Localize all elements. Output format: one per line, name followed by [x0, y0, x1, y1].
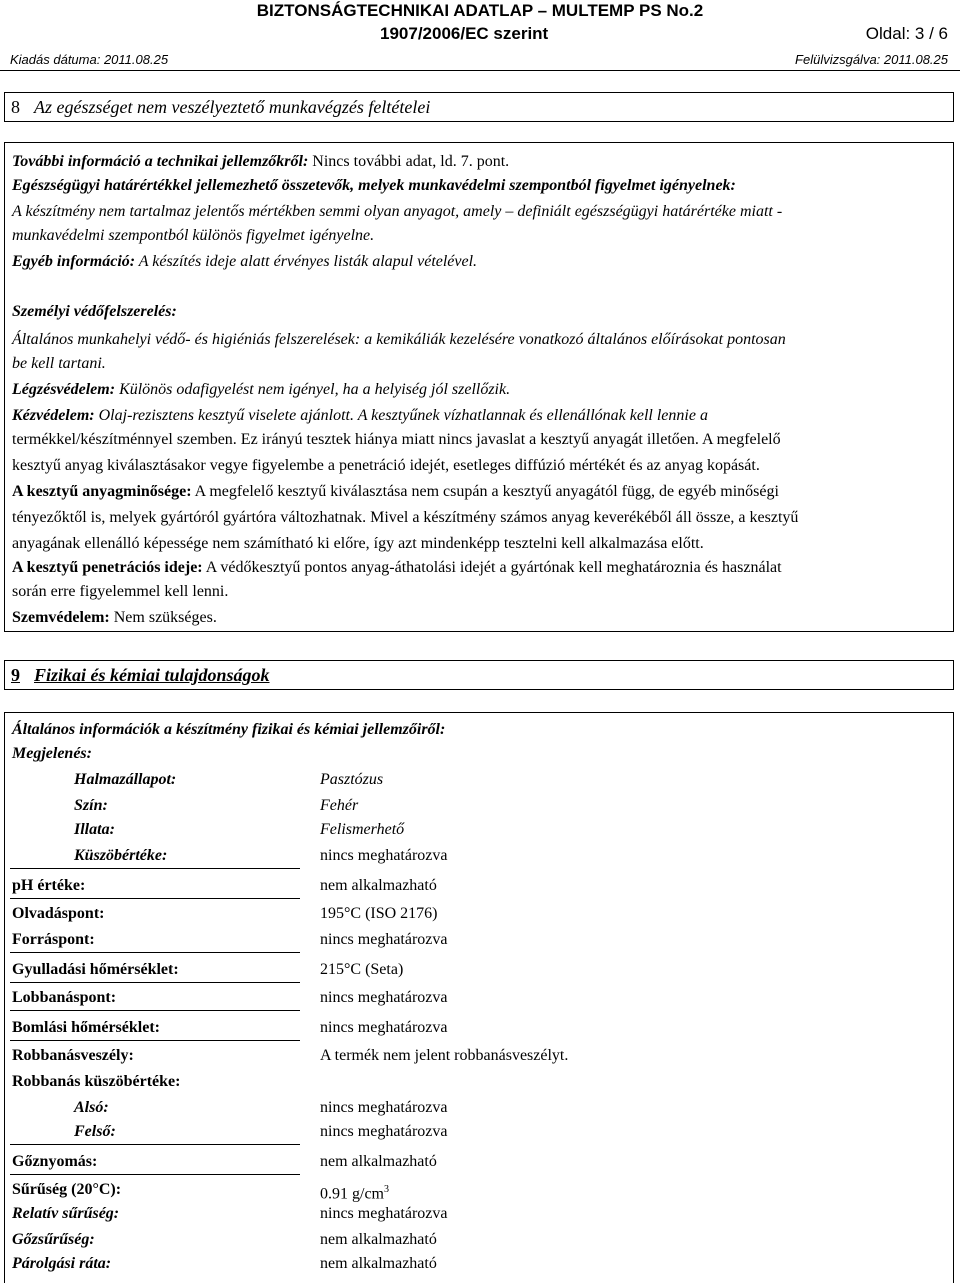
- text-line: munkavédelmi szempontból különös figyelmet igényelne.: [12, 227, 375, 244]
- section-title: Az egészséget nem veszélyeztető munkavégzés feltételei: [34, 97, 431, 117]
- melting-point-value: 195°C (ISO 2176): [320, 905, 438, 922]
- boiling-point-value: nincs meghatározva: [320, 931, 448, 948]
- ph-value: nem alkalmazható: [320, 877, 437, 894]
- boiling-point-label: Forráspont:: [12, 931, 95, 948]
- divider: [10, 982, 300, 983]
- glove-quality-line: [12, 480, 779, 504]
- threshold-label: Küszöbértéke:: [74, 847, 168, 864]
- other-info-value: A készítés ideje alatt érvényes listák alapul vételével.: [135, 253, 478, 270]
- glove-quality-label: A kesztyű anyagminősége:: [12, 483, 192, 500]
- glove-quality-value: A megfelelő kesztyű kiválasztása nem csupán a kesztyű anyagától függ, de egyéb minőségi: [191, 483, 779, 500]
- other-info-label: Egyéb információ:: [12, 253, 136, 270]
- page-number: Oldal: 3 / 6: [865, 24, 948, 43]
- revision-date: Felülvizsgálva: 2011.08.25: [795, 52, 948, 67]
- general-info-heading: Általános információk a készítmény fizikai és kémiai jellemzőiről:: [12, 721, 446, 738]
- divider: [10, 1040, 300, 1041]
- text-line: tényezőktől is, melyek gyártóról gyártóra változhatnak. Mivel a készítmény számos anyag keverékéből áll össze, a kesztyű: [12, 509, 799, 526]
- decomposition-temp-value: nincs meghatározva: [320, 1019, 448, 1036]
- flash-point-label: Lobbanáspont:: [12, 989, 117, 1006]
- vapour-pressure-label: Gőznyomás:: [12, 1153, 98, 1170]
- header-divider: [0, 70, 960, 71]
- eye-label: Szemvédelem:: [12, 609, 110, 626]
- ppe-heading: Személyi védőfelszerelés:: [12, 303, 177, 320]
- threshold-value: nincs meghatározva: [320, 847, 448, 864]
- hand-value: Olaj-rezisztens kesztyű viselete ajánlott. A kesztyűnek vízhatlannak és ellenállónak kell lennie a: [94, 407, 708, 424]
- divider: [10, 868, 300, 869]
- section-8-heading: [4, 92, 954, 122]
- divider: [10, 1174, 300, 1175]
- technical-info-label: További információ a technikai jellemzőkről:: [12, 153, 309, 170]
- section-9-heading: [4, 660, 954, 690]
- technical-info-line: [12, 150, 509, 174]
- regulation-label: 1907/2006/EC szerint: [380, 24, 549, 43]
- eye-line: [12, 606, 217, 630]
- evaporation-rate-value: nem alkalmazható: [320, 1255, 437, 1272]
- glove-penetration-line: [12, 556, 782, 580]
- vapour-density-value: nem alkalmazható: [320, 1231, 437, 1248]
- divider: [10, 1144, 300, 1145]
- divider: [10, 1010, 300, 1011]
- density-label: Sűrűség (20°C):: [12, 1181, 122, 1198]
- melting-point-label: Olvadáspont:: [12, 905, 105, 922]
- text-line: során erre figyelemmel kell lenni.: [12, 583, 229, 600]
- text-line: kesztyű anyag kiválasztásakor vegye figyelembe a penetráció idejét, esetleges diffúzió mértékét és az anyag kopását.: [12, 457, 760, 474]
- color-label: Szín:: [74, 797, 108, 814]
- vapour-density-label: Gőzsűrűség:: [12, 1231, 95, 1248]
- ignition-temp-value: 215°C (Seta): [320, 961, 404, 978]
- state-value: Pasztózus: [320, 771, 384, 788]
- appearance-heading: Megjelenés:: [12, 745, 92, 762]
- hand-label: Kézvédelem:: [12, 407, 95, 424]
- divider: [10, 898, 300, 899]
- upper-limit-label: Felső:: [74, 1123, 116, 1140]
- respiratory-line: [12, 378, 510, 402]
- glove-penetration-label: A kesztyű penetrációs ideje:: [12, 559, 203, 576]
- section-9-box: [4, 712, 954, 1283]
- explosion-limits-label: Robbanás küszöbértéke:: [12, 1073, 181, 1090]
- relative-density-label: Relatív sűrűség:: [12, 1205, 120, 1222]
- section-number: 9: [11, 665, 20, 685]
- text-line: A készítmény nem tartalmaz jelentős mértékben semmi olyan anyagot, amely – definiált egészségügyi határértéke miatt -: [12, 203, 783, 220]
- explosion-hazard-value: A termék nem jelent robbanásveszélyt.: [320, 1047, 569, 1064]
- document-title: BIZTONSÁGTECHNIKAI ADATLAP – MULTEMP PS No.2: [256, 1, 704, 20]
- decomposition-temp-label: Bomlási hőmérséklet:: [12, 1019, 160, 1036]
- lower-limit-label: Alsó:: [74, 1099, 109, 1116]
- flash-point-value: nincs meghatározva: [320, 989, 448, 1006]
- other-info-line: [12, 250, 477, 274]
- technical-info-value: Nincs további adat, ld. 7. pont.: [308, 153, 510, 170]
- ignition-temp-label: Gyulladási hőmérséklet:: [12, 961, 179, 978]
- upper-limit-value: nincs meghatározva: [320, 1123, 448, 1140]
- vapour-pressure-value: nem alkalmazható: [320, 1153, 437, 1170]
- density-number: 0.91 g/cm: [320, 1185, 384, 1203]
- section-title: Fizikai és kémiai tulajdonságok: [34, 665, 270, 685]
- evaporation-rate-label: Párolgási ráta:: [12, 1255, 112, 1272]
- text-line: anyagának ellenálló képessége nem számítható ki előre, így azt mindenképp tesztelni kell alkalmazása előtt.: [12, 535, 704, 552]
- text-line: be kell tartani.: [12, 355, 106, 372]
- glove-penetration-value: A védőkesztyű pontos anyag-áthatolási idejét a gyártónak kell meghatároznia és használat: [202, 559, 782, 576]
- odor-label: Illata:: [74, 821, 115, 838]
- limit-components-heading: Egészségügyi határértékkel jellemezhető összetevők, melyek munkavédelmi szempontból figyelmet igényelnek:: [12, 177, 736, 194]
- odor-value: Felismerhető: [320, 821, 405, 838]
- ph-label: pH értéke:: [12, 877, 86, 894]
- lower-limit-value: nincs meghatározva: [320, 1099, 448, 1116]
- relative-density-value: nincs meghatározva: [320, 1205, 448, 1222]
- issue-date: Kiadás dátuma: 2011.08.25: [10, 52, 169, 67]
- eye-value: Nem szükséges.: [109, 609, 217, 626]
- explosion-hazard-label: Robbanásveszély:: [12, 1047, 134, 1064]
- divider: [10, 952, 300, 953]
- color-value: Fehér: [320, 797, 359, 814]
- density-unit-exponent: 3: [384, 1184, 389, 1195]
- state-label: Halmazállapot:: [74, 771, 177, 788]
- respiratory-value: Különös odafigyelést nem igényel, ha a helyiség jól szellőzik.: [115, 381, 511, 398]
- respiratory-label: Légzésvédelem:: [12, 381, 116, 398]
- section-number: 8: [11, 97, 20, 117]
- text-line: termékkel/készítménnyel szemben. Ez irányú tesztek hiánya miatt nincs javaslat a kesztyű anyagát illetően. A megfelelő: [12, 431, 781, 448]
- hand-line: [12, 404, 708, 428]
- text-line: Általános munkahelyi védő- és higiéniás felszerelések: a kemikáliák kezelésére vonatkozó általános előírásokat pontosan: [12, 331, 786, 348]
